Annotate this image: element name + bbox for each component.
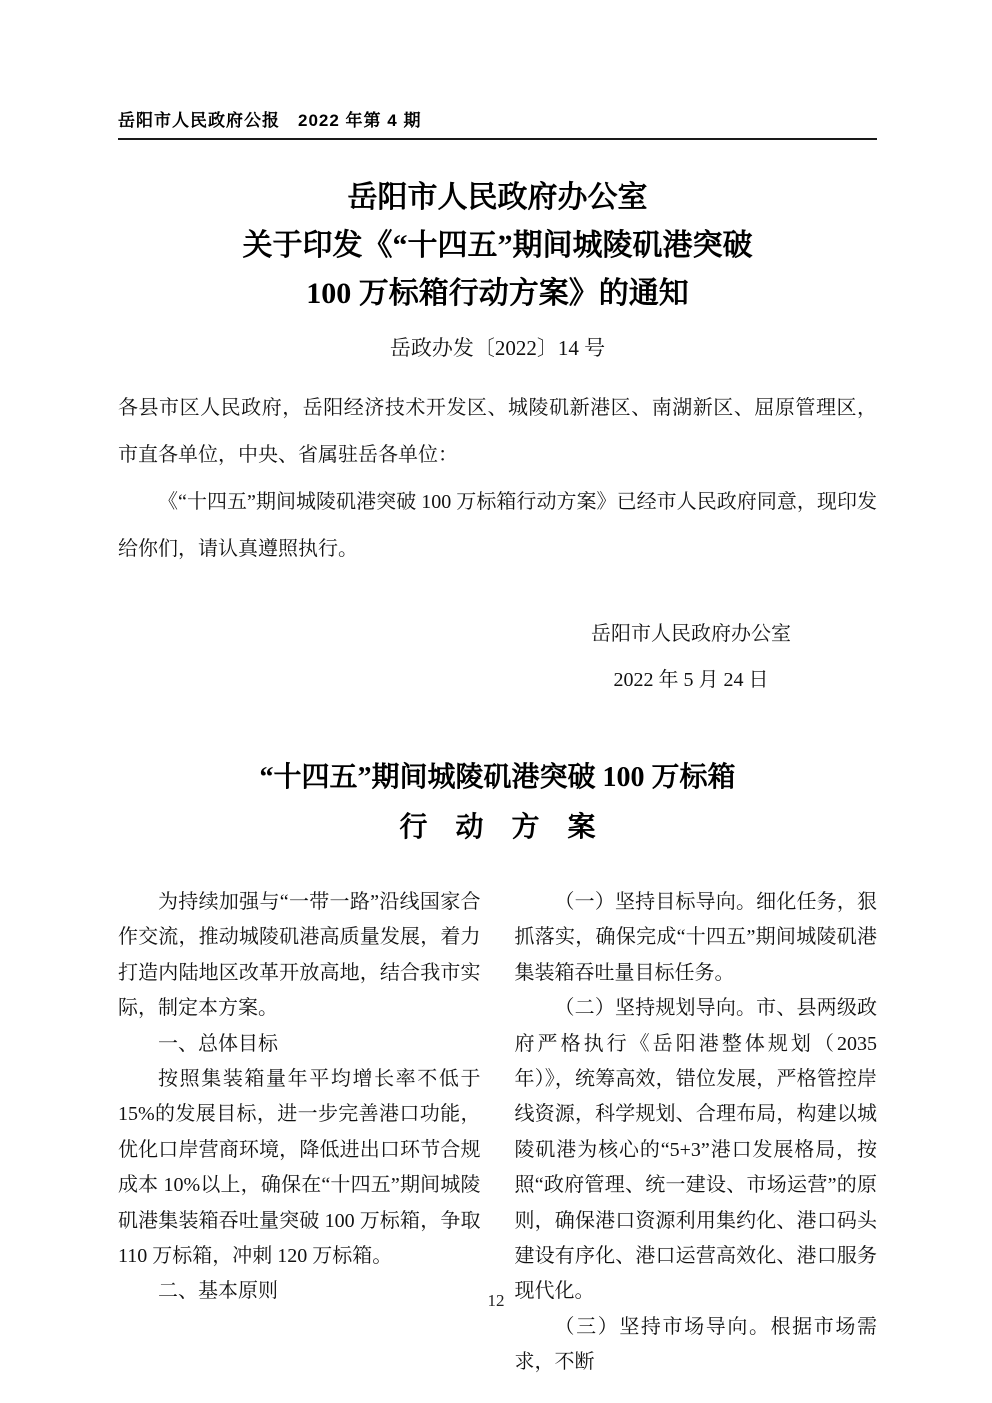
signature-org: 岳阳市人民政府办公室 — [591, 623, 791, 645]
right-col-paragraph-1: （一）坚持目标导向。细化任务，狠抓落实，确保完成“十四五”期间城陵矶港集装箱吞吐量目标任务。 — [514, 891, 877, 984]
right-col-paragraph-2: （二）坚持规划导向。市、县两级政府严格执行《岳阳港整体规划（2035 年）》，统筹高效，错位发展，严格管控岸线资源，科学规划、合理布局，构建以城陵矶港为核心的“5+3”港口发展格局，按照“政府管理、统一建设、市场运营”的原则，确保港口资源利用集约化、港口码头建设有序化、港口运营高效化、港口服务现代化。 — [514, 997, 877, 1303]
plan-section — [118, 753, 877, 1381]
notice-title-line-3: 100 万标箱行动方案》的通知 — [306, 277, 689, 310]
right-col-paragraph-3: （三）坚持市场导向。根据市场需求，不断 — [514, 1315, 877, 1374]
document-number: 岳政办发〔2022〕14 号 — [389, 336, 606, 360]
left-col-heading-2: 二、基本原则 — [158, 1280, 278, 1303]
notice-section — [118, 174, 877, 703]
page-header — [118, 0, 877, 140]
plan-title-line-2: 行 动 方 案 — [399, 812, 596, 843]
notice-body — [118, 385, 877, 573]
masthead-title: 岳阳市人民政府公报 2022 年第 4 期 — [118, 111, 422, 130]
masthead-rule — [118, 138, 877, 140]
left-col-paragraph-1: 为持续加强与“一带一路”沿线国家合作交流，推动城陵矶港高质量发展，着力打造内陆地区改革开放高地，结合我市实际，制定本方案。 — [118, 891, 481, 1020]
notice-title — [118, 174, 877, 318]
plan-title — [118, 753, 877, 853]
addressee-paragraph: 各县市区人民政府，岳阳经济技术开发区、城陵矶新港区、南湖新区、屈原管理区，市直各单位，中央、省属驻岳各单位： — [118, 397, 877, 466]
page-number: 12 — [487, 1291, 505, 1310]
notice-body-paragraph: 《“十四五”期间城陵矶港突破 100 万标箱行动方案》已经市人民政府同意，现印发给你们，请认真遵照执行。 — [118, 491, 877, 560]
plan-title-line-1: “十四五”期间城陵矶港突破 100 万标箱 — [259, 762, 736, 793]
notice-title-line-1: 岳阳市人民政府办公室 — [347, 181, 648, 214]
left-col-heading-1: 一、总体目标 — [158, 1032, 278, 1055]
signature-date: 2022 年 5 月 24 日 — [613, 669, 769, 691]
signature-block — [591, 611, 791, 703]
left-col-paragraph-2: 按照集装箱量年平均增长率不低于 15%的发展目标，进一步完善港口功能，优化口岸营商环境，降低进出口环节合规成本 10%以上，确保在“十四五”期间城陵矶港集装箱吞吐量突破 100 万标箱，争取 110 万标箱，冲刺 120 万标箱。 — [118, 1068, 481, 1268]
notice-title-line-2: 关于印发《“十四五”期间城陵矶港突破 — [242, 229, 753, 262]
